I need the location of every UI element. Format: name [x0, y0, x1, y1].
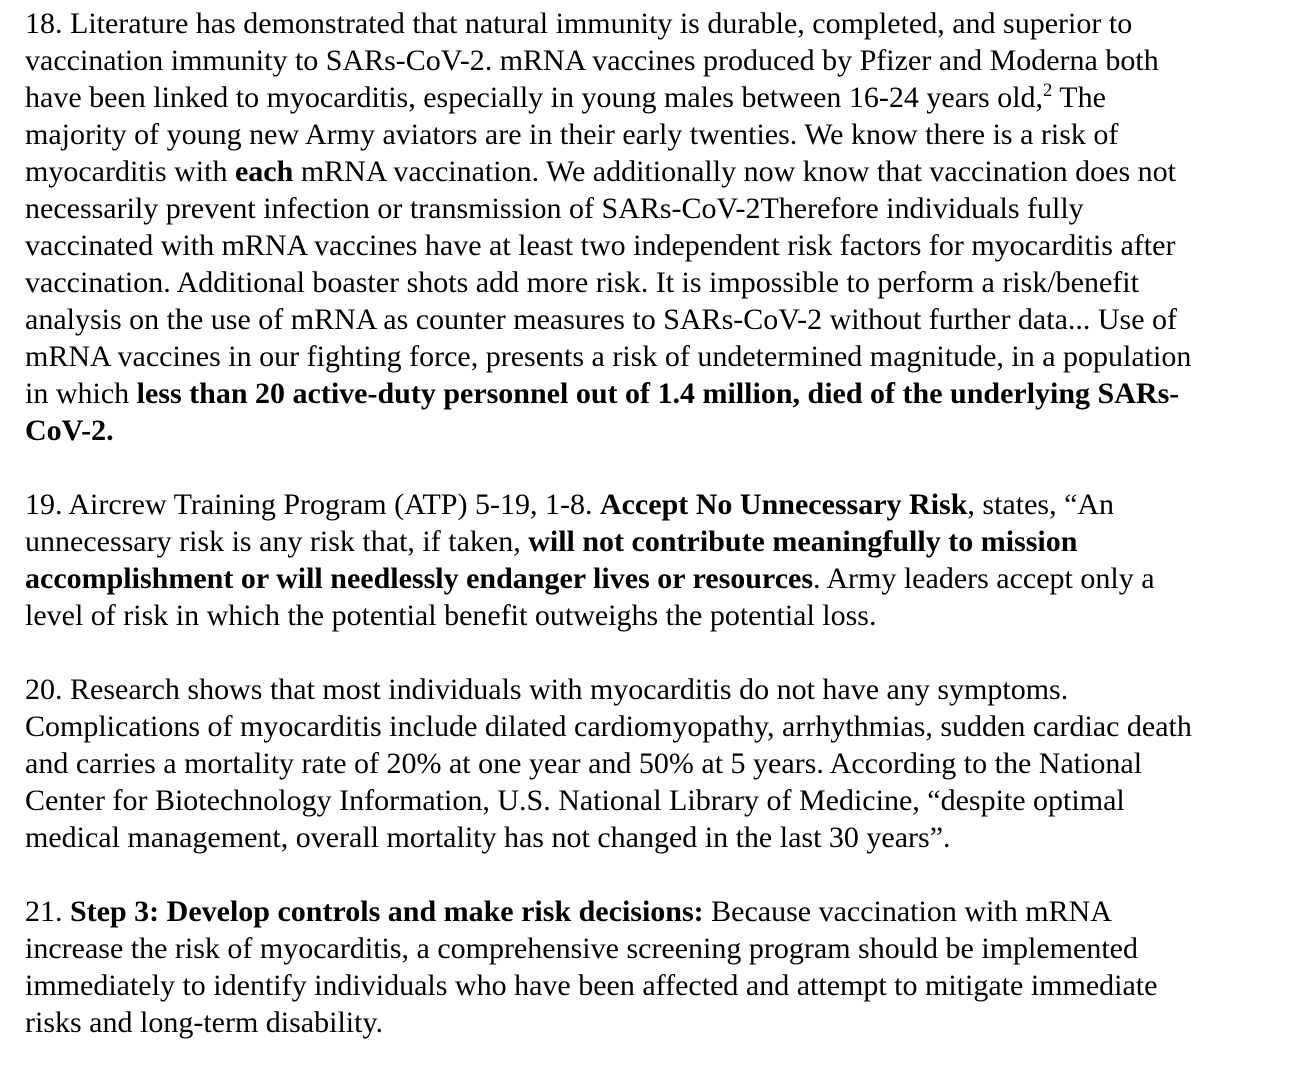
text-line — [25, 671, 1278, 708]
bold-text-run: CoV-2. — [25, 414, 114, 447]
text-run: analysis on the use of mRNA as counter measures to SARs-CoV-2 without further data... Use of — [25, 303, 1178, 336]
text-line — [25, 190, 1278, 227]
text-line — [25, 486, 1278, 523]
text-line — [25, 412, 1278, 449]
paragraph-18 — [25, 5, 1278, 449]
text-line — [25, 967, 1278, 1004]
text-line — [25, 264, 1278, 301]
text-run: have been linked to myocarditis, especially in young males between 16-24 years old, — [25, 81, 1044, 114]
paragraph-19 — [25, 486, 1278, 634]
text-line — [25, 5, 1278, 42]
text-run: , states, “An — [967, 488, 1115, 521]
text-run: medical management, overall mortality has not changed in the last 30 years”. — [25, 821, 951, 854]
text-run: necessarily prevent infection or transmission of SARs-CoV-2Therefore individuals fully — [25, 192, 1084, 225]
paragraph-20 — [25, 671, 1278, 856]
text-line — [25, 708, 1278, 745]
paragraph-21 — [25, 893, 1278, 1041]
text-run: . Army leaders accept only a — [813, 562, 1155, 595]
bold-text-run: Accept No Unnecessary Risk — [599, 488, 968, 521]
text-line — [25, 116, 1278, 153]
text-run: Because vaccination with mRNA — [703, 895, 1112, 928]
text-run: in which — [25, 377, 137, 410]
bold-text-run: will not contribute meaningfully to mission — [528, 525, 1078, 558]
text-line — [25, 227, 1278, 264]
text-line — [25, 42, 1278, 79]
text-line — [25, 560, 1278, 597]
text-run: 21. — [25, 895, 70, 928]
text-run: Complications of myocarditis include dilated cardiomyopathy, arrhythmias, sudden cardiac death — [25, 710, 1192, 743]
text-run: and carries a mortality rate of 20% at one year and 50% at 5 years. According to the National — [25, 747, 1143, 780]
text-line — [25, 153, 1278, 190]
text-run: increase the risk of myocarditis, a comprehensive screening program should be implemented — [25, 932, 1138, 965]
text-line — [25, 523, 1278, 560]
footnote-reference: 2 — [1043, 80, 1053, 101]
bold-text-run: Step 3: Develop controls and make risk decisions: — [70, 895, 704, 928]
text-run: risks and long-term disability. — [25, 1006, 384, 1039]
text-run: The — [1052, 81, 1106, 114]
text-line — [25, 1004, 1278, 1041]
text-run: vaccination immunity to SARs-CoV-2. mRNA vaccines produced by Pfizer and Moderna both — [25, 44, 1159, 77]
text-run: Center for Biotechnology Information, U.S. National Library of Medicine, “despite optimal — [25, 784, 1125, 817]
text-run: majority of young new Army aviators are in their early twenties. We know there is a risk of — [25, 118, 1119, 151]
text-run: myocarditis with — [25, 155, 235, 188]
text-run: mRNA vaccines in our fighting force, presents a risk of undetermined magnitude, in a population — [25, 340, 1192, 373]
text-line — [25, 930, 1278, 967]
text-line — [25, 301, 1278, 338]
text-line — [25, 819, 1278, 856]
bold-text-run: each — [234, 155, 294, 188]
text-run: 19. Aircrew Training Program (ATP) 5-19, 1-8. — [25, 488, 600, 521]
text-line — [25, 79, 1278, 116]
text-run: immediately to identify individuals who have been affected and attempt to mitigate immediate — [25, 969, 1158, 1002]
text-run: level of risk in which the potential benefit outweighs the potential loss. — [25, 599, 877, 632]
text-run: vaccinated with mRNA vaccines have at least two independent risk factors for myocarditis after — [25, 229, 1176, 262]
bold-text-run: less than 20 active-duty personnel out of 1.4 million, died of the underlying SARs- — [136, 377, 1180, 410]
text-run: mRNA vaccination. We additionally now know that vaccination does not — [293, 155, 1176, 188]
bold-text-run: accomplishment or will needlessly endanger lives or resources — [25, 562, 814, 595]
text-line — [25, 375, 1278, 412]
text-line — [25, 745, 1278, 782]
text-run: 20. Research shows that most individuals with myocarditis do not have any symptoms. — [25, 673, 1069, 706]
text-run: 18. Literature has demonstrated that natural immunity is durable, completed, and superior to — [25, 7, 1133, 40]
text-line — [25, 893, 1278, 930]
text-line — [25, 782, 1278, 819]
text-line — [25, 338, 1278, 375]
text-line — [25, 597, 1278, 634]
text-run: unnecessary risk is any risk that, if taken, — [25, 525, 529, 558]
text-run: vaccination. Additional boaster shots add more risk. It is impossible to perform a risk/benefit — [25, 266, 1139, 299]
